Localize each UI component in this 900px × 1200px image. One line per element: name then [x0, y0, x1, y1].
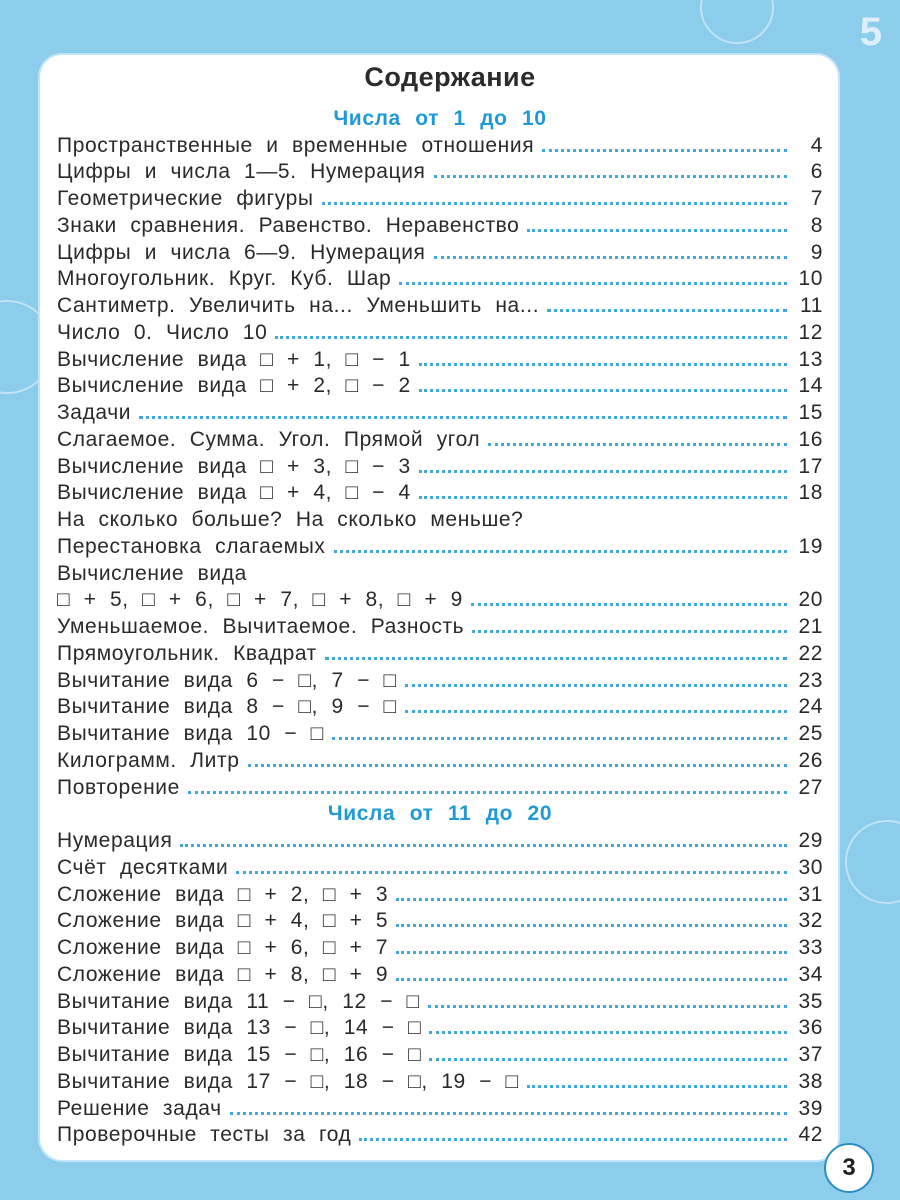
toc-entry[interactable] — [57, 211, 823, 238]
toc-entry-page: 13 — [798, 347, 823, 371]
dot-leader — [471, 603, 787, 606]
toc-entry[interactable] — [57, 532, 823, 559]
dot-leader — [396, 978, 787, 981]
toc-entry[interactable] — [57, 719, 823, 746]
toc-entry-page: 31 — [798, 882, 823, 906]
toc-entry-page: 12 — [798, 320, 823, 344]
toc-entry-label: Килограмм. Литр — [57, 748, 240, 772]
toc-entry[interactable] — [57, 559, 823, 586]
toc-entry-label: Многоугольник. Круг. Куб. Шар — [57, 267, 392, 291]
toc-entry-label: Прямоугольник. Квадрат — [57, 641, 317, 665]
page-title: Содержание — [364, 62, 536, 92]
toc-entry[interactable] — [57, 880, 823, 907]
dot-leader — [434, 175, 787, 178]
toc-entry[interactable] — [57, 693, 823, 720]
toc-entry[interactable] — [57, 1014, 823, 1041]
toc-entry[interactable] — [57, 586, 823, 613]
section-heading: Числа от 1 до 10 — [333, 106, 547, 130]
toc-entry-label: Вычитание вида 15 − □, 16 − □ — [57, 1043, 422, 1066]
dot-leader — [405, 710, 787, 713]
dot-leader — [527, 1085, 787, 1088]
dot-leader — [405, 684, 787, 687]
toc-entry[interactable] — [57, 639, 823, 666]
toc-entry-label: Вычитание вида 10 − □ — [57, 722, 324, 745]
toc-entry-label: Вычитание вида 13 − □, 14 − □ — [57, 1016, 422, 1040]
toc-entry-label: На сколько больше? На сколько меньше? — [57, 508, 524, 531]
toc-entry[interactable] — [57, 987, 823, 1014]
table-of-contents — [57, 104, 823, 1147]
toc-entry-page: 37 — [798, 1043, 823, 1066]
dot-leader — [419, 389, 787, 392]
toc-entry[interactable] — [57, 452, 823, 479]
toc-entry[interactable] — [57, 960, 823, 987]
decorative-circle — [845, 820, 900, 904]
toc-entry-label: Вычисление вида □ + 3, □ − 3 — [57, 454, 411, 478]
toc-entry[interactable] — [57, 1040, 823, 1067]
decorative-circle — [700, 0, 774, 44]
toc-entry-label: □ + 5, □ + 6, □ + 7, □ + 8, □ + 9 — [57, 588, 463, 612]
toc-entry-page: 16 — [798, 427, 823, 451]
toc-entry[interactable] — [57, 291, 823, 318]
toc-entry-label: Пространственные и временные отношения — [57, 133, 535, 157]
toc-entry-label: Слагаемое. Сумма. Угол. Прямой угол — [57, 427, 481, 451]
toc-entry-page: 39 — [798, 1096, 823, 1120]
toc-entry-page: 36 — [798, 1016, 823, 1040]
dot-leader — [429, 1058, 787, 1061]
dot-leader — [325, 657, 787, 660]
toc-entry[interactable] — [57, 184, 823, 211]
toc-entry-page: 27 — [798, 775, 823, 799]
toc-entry-label: Перестановка слагаемых — [57, 534, 326, 558]
dot-leader — [236, 871, 787, 874]
toc-entry-label: Вычитание вида 17 − □, 18 − □, 19 − □ — [57, 1069, 519, 1093]
toc-entry[interactable] — [57, 479, 823, 506]
toc-entry-page: 20 — [798, 588, 823, 612]
toc-entry[interactable] — [57, 505, 823, 532]
toc-entry-label: Число 0. Число 10 — [57, 320, 268, 344]
toc-entry-label: Уменьшаемое. Вычитаемое. Разность — [57, 615, 465, 638]
dot-leader — [248, 764, 787, 767]
dot-leader — [180, 844, 787, 847]
toc-entry-label: Вычисление вида □ + 1, □ − 1 — [57, 347, 411, 371]
toc-entry[interactable] — [57, 612, 823, 639]
toc-entry-label: Вычисление вида □ + 2, □ − 2 — [57, 374, 411, 398]
toc-entry[interactable] — [57, 746, 823, 773]
toc-entry[interactable] — [57, 265, 823, 292]
toc-entry[interactable] — [57, 826, 823, 853]
toc-entry-label: Проверочные тесты за год — [57, 1123, 352, 1147]
toc-entry-page: 35 — [798, 989, 823, 1013]
toc-entry-label: Вычитание вида 8 − □, 9 − □ — [57, 695, 397, 719]
toc-entry-page: 30 — [798, 855, 823, 879]
toc-entry-page: 4 — [810, 133, 823, 157]
toc-entry[interactable] — [57, 773, 823, 800]
toc-entry[interactable] — [57, 1067, 823, 1094]
dot-leader — [396, 898, 787, 901]
section-heading: Числа от 11 до 20 — [327, 802, 553, 826]
toc-entry-label: Нумерация — [57, 829, 173, 852]
dot-leader — [429, 1031, 787, 1034]
toc-entry[interactable] — [57, 425, 823, 452]
dot-leader — [332, 737, 787, 740]
toc-entry-page: 42 — [798, 1123, 823, 1147]
toc-entry-page: 8 — [810, 213, 823, 237]
toc-entry-page: 7 — [810, 187, 823, 210]
toc-entry-label: Счёт десятками — [57, 855, 229, 879]
toc-entry-label: Сложение вида □ + 8, □ + 9 — [57, 962, 389, 986]
toc-entry-label: Вычисление вида □ + 4, □ − 4 — [57, 481, 411, 505]
dot-leader — [399, 282, 787, 285]
toc-entry-label: Вычисление вида — [57, 561, 247, 585]
page-number: 3 — [824, 1143, 874, 1193]
dot-leader — [419, 470, 787, 473]
toc-entry-page: 38 — [798, 1069, 823, 1093]
dot-leader — [396, 951, 787, 954]
toc-entry-label: Вычитание вида 6 − □, 7 − □ — [57, 668, 397, 692]
toc-entry-label: Сантиметр. Увеличить на... Уменьшить на... — [57, 294, 540, 317]
toc-entry-label: Цифры и числа 6—9. Нумерация — [57, 240, 426, 264]
dot-leader — [547, 309, 787, 312]
toc-entry-page: 17 — [798, 454, 823, 478]
toc-entry[interactable] — [57, 158, 823, 185]
toc-entry-page: 26 — [798, 748, 823, 772]
dot-leader — [334, 550, 787, 553]
dot-leader — [472, 630, 787, 633]
dot-leader — [359, 1138, 787, 1141]
toc-entry[interactable] — [57, 398, 823, 425]
toc-entry-label: Сложение вида □ + 4, □ + 5 — [57, 909, 389, 933]
toc-entry-page: 21 — [798, 615, 823, 638]
toc-entry[interactable] — [57, 238, 823, 265]
toc-entry[interactable] — [57, 1121, 823, 1148]
toc-entry-page: 25 — [798, 722, 823, 745]
toc-entry[interactable] — [57, 372, 823, 399]
toc-entry-label: Знаки сравнения. Равенство. Неравенство — [57, 213, 520, 237]
toc-entry-page: 24 — [798, 695, 823, 719]
toc-entry-label: Сложение вида □ + 2, □ + 3 — [57, 882, 389, 906]
dot-leader — [419, 496, 787, 499]
toc-entry[interactable] — [57, 853, 823, 880]
dot-leader — [230, 1112, 787, 1115]
toc-entry-label: Цифры и числа 1—5. Нумерация — [57, 160, 426, 184]
toc-entry-page: 33 — [798, 936, 823, 959]
dot-leader — [275, 336, 787, 339]
dot-leader — [322, 202, 787, 205]
toc-entry-page: 9 — [810, 240, 823, 264]
toc-entry-page: 19 — [798, 534, 823, 558]
toc-entry-page: 18 — [798, 481, 823, 505]
toc-entry-label: Задачи — [57, 401, 132, 424]
toc-entry-label: Повторение — [57, 775, 180, 799]
toc-entry-label: Вычитание вида 11 − □, 12 − □ — [57, 989, 420, 1013]
toc-entry-page: 11 — [800, 294, 823, 317]
toc-entry[interactable] — [57, 933, 823, 960]
toc-entry-page: 29 — [798, 829, 823, 852]
toc-entry-page: 15 — [798, 401, 823, 424]
corner-digit-decoration: 5 — [859, 10, 882, 54]
toc-entry[interactable] — [57, 318, 823, 345]
toc-entry-page: 6 — [810, 160, 823, 184]
toc-entry-label: Геометрические фигуры — [57, 187, 314, 210]
toc-entry[interactable] — [57, 131, 823, 158]
toc-entry[interactable] — [57, 666, 823, 693]
toc-entry-label: Сложение вида □ + 6, □ + 7 — [57, 936, 389, 959]
dot-leader — [434, 256, 787, 259]
dot-leader — [428, 1005, 787, 1008]
dot-leader — [527, 229, 787, 232]
toc-entry-page: 22 — [798, 641, 823, 665]
dot-leader — [542, 149, 787, 152]
dot-leader — [188, 791, 787, 794]
toc-entry-page: 14 — [798, 374, 823, 398]
toc-entry-page: 23 — [798, 668, 823, 692]
toc-entry-page: 34 — [798, 962, 823, 986]
dot-leader — [488, 443, 787, 446]
dot-leader — [396, 924, 787, 927]
dot-leader — [419, 363, 787, 366]
toc-entry[interactable] — [57, 907, 823, 934]
toc-entry[interactable] — [57, 345, 823, 372]
toc-entry-page: 10 — [798, 267, 823, 291]
toc-entry[interactable] — [57, 1094, 823, 1121]
toc-entry-label: Решение задач — [57, 1096, 222, 1120]
toc-entry-page: 32 — [798, 909, 823, 933]
dot-leader — [139, 416, 787, 419]
